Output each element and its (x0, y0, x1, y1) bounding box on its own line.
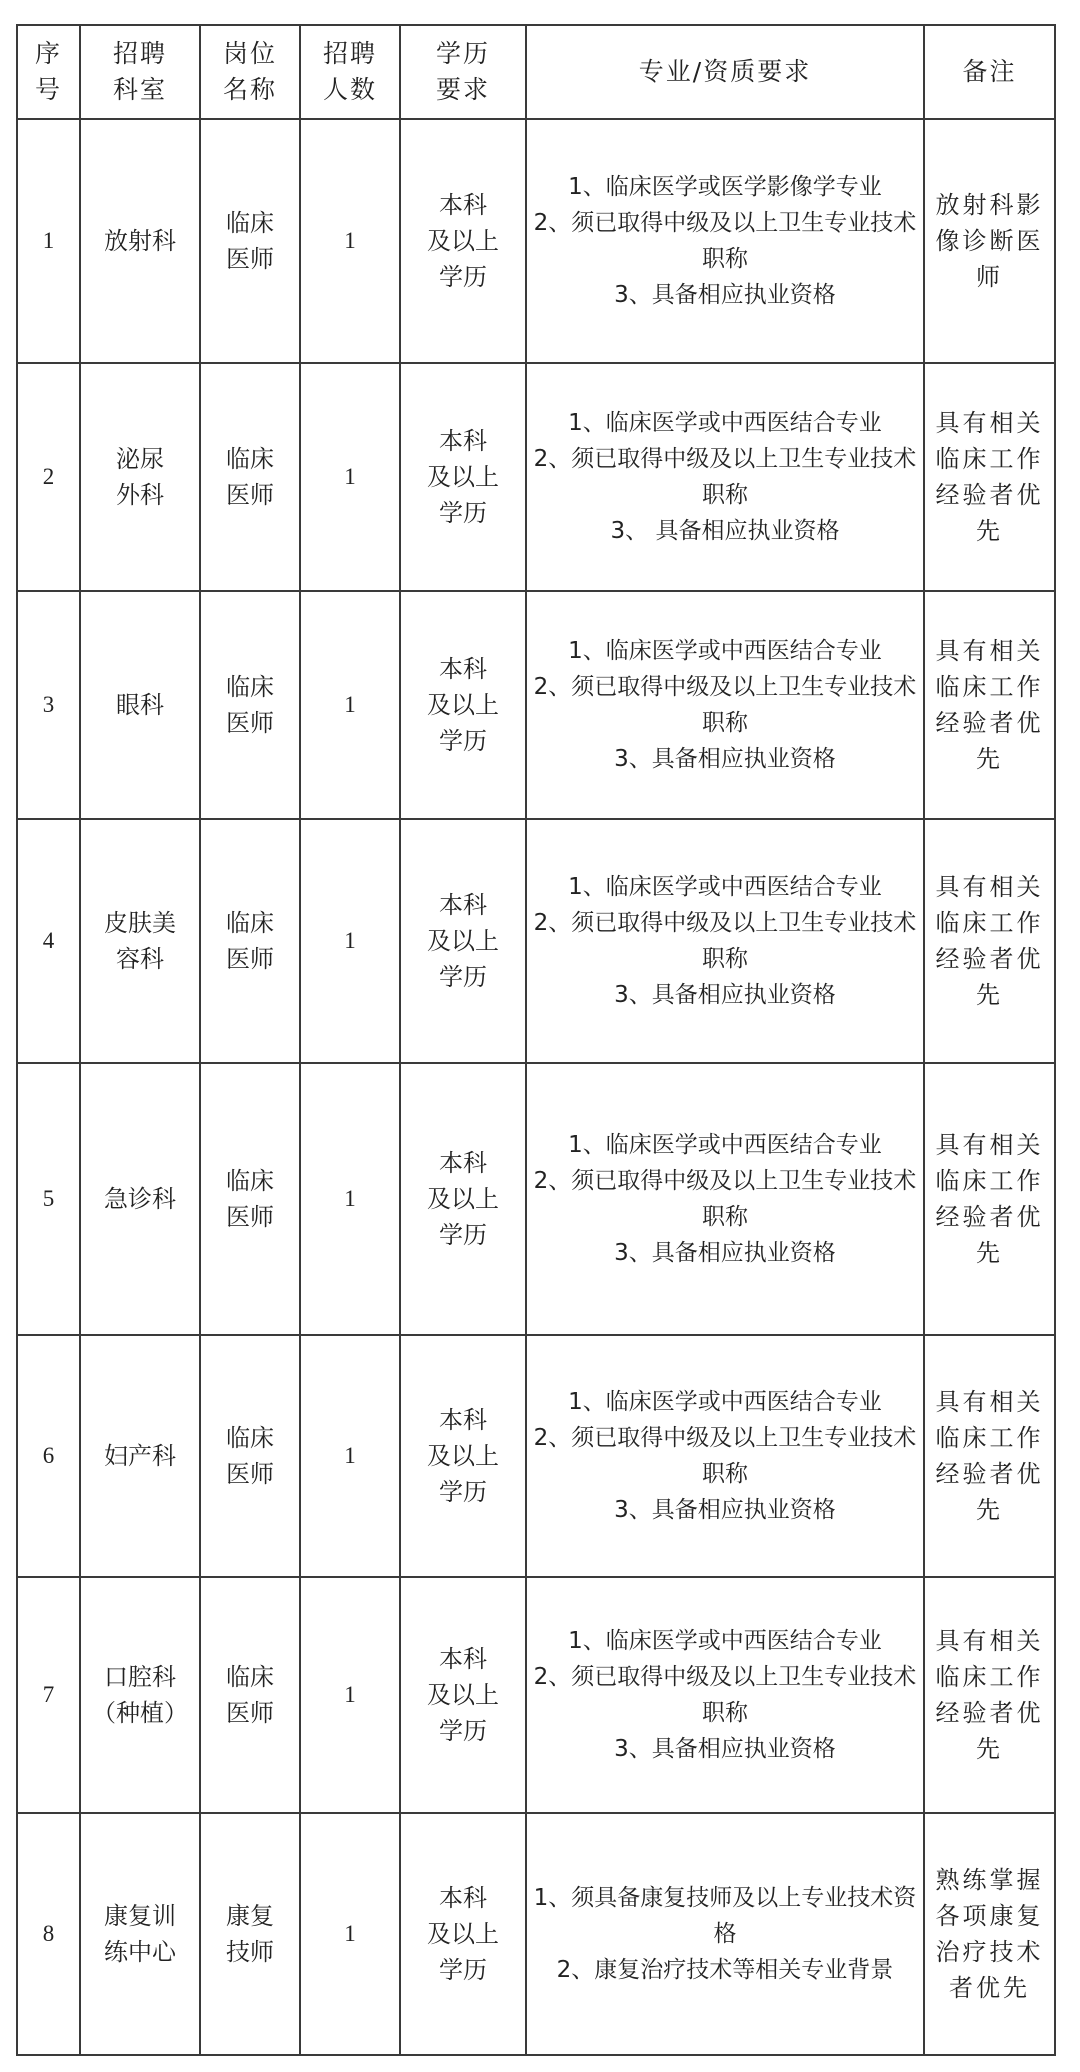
table-row (17, 1063, 1055, 1335)
cell-seq: 1 (17, 119, 80, 363)
cell-education: 本科 及以上 学历 (400, 819, 526, 1063)
cell-count: 1 (300, 363, 400, 591)
cell-position: 临床 医师 (200, 591, 300, 819)
cell-note: 放射科影像诊断医师 (924, 119, 1055, 363)
cell-seq: 7 (17, 1577, 80, 1813)
cell-dept: 放射科 (80, 119, 200, 363)
cell-education: 本科 及以上 学历 (400, 1335, 526, 1577)
table-row (17, 819, 1055, 1063)
cell-dept: 妇产科 (80, 1335, 200, 1577)
cell-dept: 口腔科 （种植） (80, 1577, 200, 1813)
cell-note: 具有相关临床工作经验者优先 (924, 1577, 1055, 1813)
cell-count: 1 (300, 119, 400, 363)
table-row (17, 119, 1055, 363)
cell-seq: 3 (17, 591, 80, 819)
cell-dept: 泌尿 外科 (80, 363, 200, 591)
cell-requirements: 1、临床医学或医学影像学专业 2、须已取得中级及以上卫生专业技术职称 3、具备相应执业资格 (526, 119, 924, 363)
recruitment-table (16, 24, 1056, 2056)
cell-education: 本科 及以上 学历 (400, 363, 526, 591)
cell-count: 1 (300, 1813, 400, 2055)
cell-requirements: 1、须具备康复技师及以上专业技术资格 2、康复治疗技术等相关专业背景 (526, 1813, 924, 2055)
cell-count: 1 (300, 1577, 400, 1813)
cell-position: 临床 医师 (200, 1577, 300, 1813)
cell-position: 临床 医师 (200, 1063, 300, 1335)
cell-note: 具有相关临床工作经验者优先 (924, 1335, 1055, 1577)
cell-seq: 2 (17, 363, 80, 591)
cell-education: 本科 及以上 学历 (400, 591, 526, 819)
cell-requirements: 1、临床医学或中西医结合专业 2、须已取得中级及以上卫生专业技术职称 3、具备相应执业资格 (526, 591, 924, 819)
cell-requirements: 1、临床医学或中西医结合专业 2、须已取得中级及以上卫生专业技术职称 3、具备相应执业资格 (526, 819, 924, 1063)
table-row (17, 1813, 1055, 2055)
header-requirements: 专业/资质要求 (526, 25, 924, 119)
cell-position: 康复 技师 (200, 1813, 300, 2055)
cell-dept: 眼科 (80, 591, 200, 819)
cell-dept: 皮肤美 容科 (80, 819, 200, 1063)
cell-seq: 8 (17, 1813, 80, 2055)
cell-education: 本科 及以上 学历 (400, 1063, 526, 1335)
cell-requirements: 1、临床医学或中西医结合专业 2、须已取得中级及以上卫生专业技术职称 3、具备相应执业资格 (526, 1335, 924, 1577)
cell-dept: 急诊科 (80, 1063, 200, 1335)
cell-count: 1 (300, 1335, 400, 1577)
table-row (17, 1335, 1055, 1577)
cell-dept: 康复训 练中心 (80, 1813, 200, 2055)
header-position: 岗位 名称 (200, 25, 300, 119)
cell-education: 本科 及以上 学历 (400, 119, 526, 363)
header-row (17, 25, 1055, 119)
cell-note: 具有相关临床工作经验者优先 (924, 363, 1055, 591)
cell-count: 1 (300, 819, 400, 1063)
cell-note: 具有相关临床工作经验者优先 (924, 1063, 1055, 1335)
header-count: 招聘 人数 (300, 25, 400, 119)
table-row (17, 591, 1055, 819)
cell-count: 1 (300, 591, 400, 819)
table-row (17, 363, 1055, 591)
cell-note: 熟练掌握各项康复治疗技术者优先 (924, 1813, 1055, 2055)
cell-requirements: 1、临床医学或中西医结合专业 2、须已取得中级及以上卫生专业技术职称 3、 具备相应执业资格 (526, 363, 924, 591)
cell-seq: 6 (17, 1335, 80, 1577)
header-seq: 序 号 (17, 25, 80, 119)
cell-education: 本科 及以上 学历 (400, 1577, 526, 1813)
cell-position: 临床 医师 (200, 119, 300, 363)
cell-note: 具有相关临床工作经验者优先 (924, 591, 1055, 819)
header-education: 学历 要求 (400, 25, 526, 119)
cell-count: 1 (300, 1063, 400, 1335)
cell-requirements: 1、临床医学或中西医结合专业 2、须已取得中级及以上卫生专业技术职称 3、具备相应执业资格 (526, 1577, 924, 1813)
header-dept: 招聘 科室 (80, 25, 200, 119)
cell-seq: 5 (17, 1063, 80, 1335)
cell-position: 临床 医师 (200, 363, 300, 591)
cell-seq: 4 (17, 819, 80, 1063)
table-row (17, 1577, 1055, 1813)
cell-note: 具有相关临床工作经验者优先 (924, 819, 1055, 1063)
cell-position: 临床 医师 (200, 1335, 300, 1577)
cell-position: 临床 医师 (200, 819, 300, 1063)
cell-requirements: 1、临床医学或中西医结合专业 2、须已取得中级及以上卫生专业技术职称 3、具备相应执业资格 (526, 1063, 924, 1335)
header-note: 备注 (924, 25, 1055, 119)
cell-education: 本科 及以上 学历 (400, 1813, 526, 2055)
